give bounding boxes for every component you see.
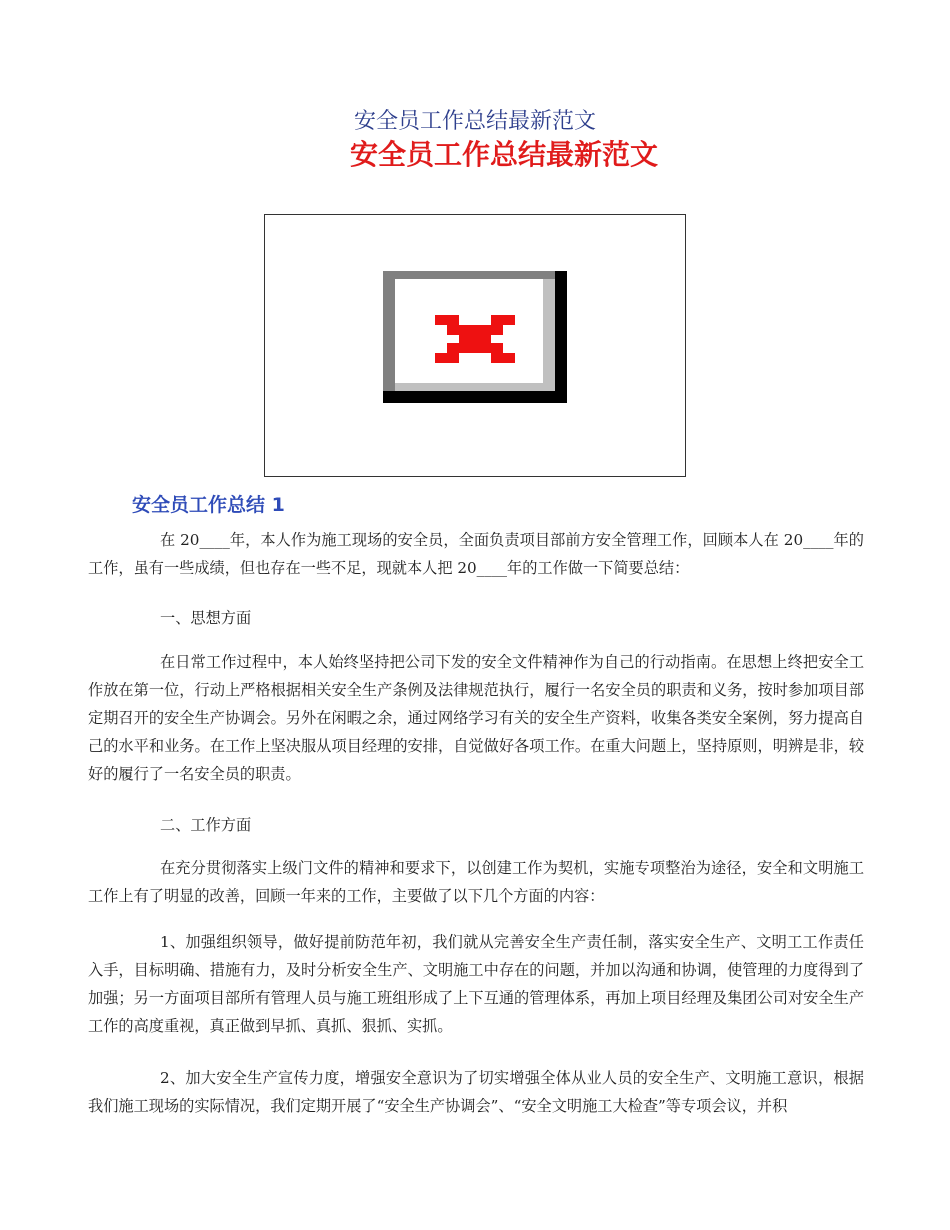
document-title-small: 安全员工作总结最新范文 [353, 109, 596, 134]
image-placeholder [264, 214, 686, 477]
paragraph-item-1: 1、加强组织领导，做好提前防范年初，我们就从完善安全生产责任制，落实安全生产、文明工工作责任入手，目标明确、措施有力，及时分析安全生产、文明施工中存在的问题，并加以沟通和协调，使管理的力度得到了加强；另一方面项目部所有管理人员与施工班组形成了上下互通的管理体系，再加上项目经理及集团公司对安全生产工作的高度重视，真正做到早抓、真抓、狠抓、实抓。 [88, 933, 864, 1035]
broken-image-icon [383, 271, 567, 403]
paragraph-work: 在充分贯彻落实上级门文件的精神和要求下，以创建工作为契机，实施专项整治为途径，安全和文明施工工作上有了明显的改善，回顾一年来的工作，主要做了以下几个方面的内容： [88, 859, 864, 905]
paragraph-thought: 在日常工作过程中，本人始终坚持把公司下发的安全文件精神作为自己的行动指南。在思想上终把安全工作放在第一位，行动上严格根据相关安全生产条例及法律规范执行，履行一名安全员的职责和义务，按时参加项目部定期召开的安全生产协调会。另外在闲暇之余，通过网络学习有关的安全生产资料，收集各类安全案例，努力提高自己的水平和业务。在工作上坚决服从项目经理的安排，自觉做好各项工作。在重大问题上，坚持原则，明辨是非，较好的履行了一名安全员的职责。 [88, 653, 864, 783]
paragraph-heading-work: 二、工作方面 [160, 816, 252, 834]
paragraph-heading-thought: 一、思想方面 [160, 609, 252, 627]
document-title-large: 安全员工作总结最新范文 [349, 138, 658, 171]
paragraph-intro: 在 20____年，本人作为施工现场的安全员，全面负责项目部前方安全管理工作，回顾本人在 20____年的工作，虽有一些成绩，但也存在一些不足，现就本人把 20____年的工作做一下简要总结： [88, 531, 864, 577]
section-heading: 安全员工作总结 1 [132, 494, 285, 516]
paragraph-item-2: 2、加大安全生产宣传力度，增强安全意识为了切实增强全体从业人员的安全生产、文明施工意识，根据我们施工现场的实际情况，我们定期开展了“安全生产协调会”、“安全文明施工大检查”等专项会议，并积 [88, 1069, 864, 1115]
